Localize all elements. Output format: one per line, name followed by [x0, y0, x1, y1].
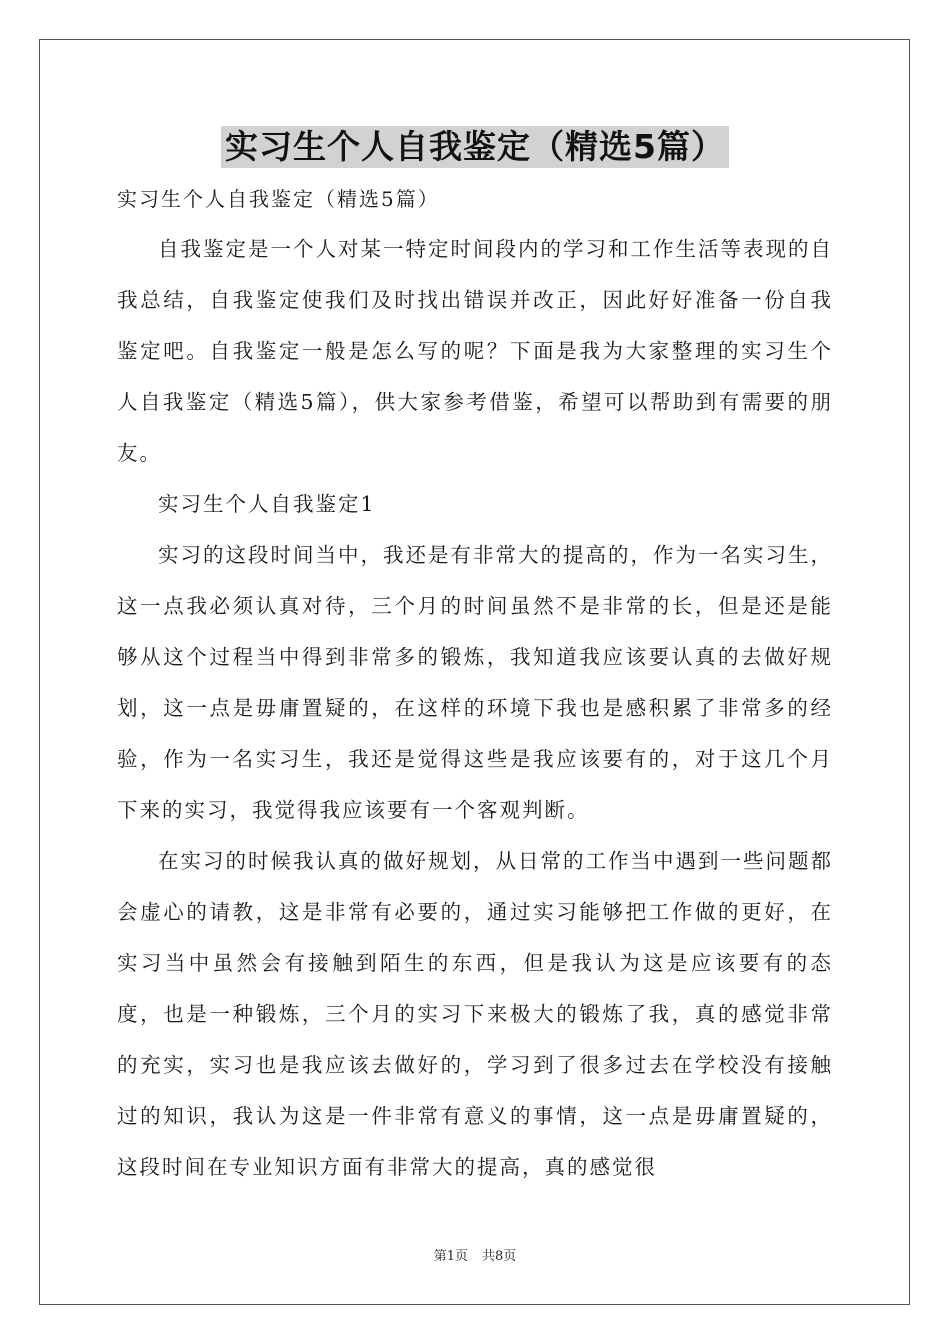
document-subtitle: 实习生个人自我鉴定（精选5篇） [117, 187, 440, 211]
page-total: 共8页 [482, 1249, 517, 1264]
page-number: 第1页 [433, 1249, 468, 1264]
document-title: 实习生个人自我鉴定（精选5篇） [221, 126, 729, 168]
title-container [0, 126, 950, 168]
body-paragraph-2: 在实习的时候我认真的做好规划，从日常的工作当中遇到一些问题都会虚心的请教，这是非常有必要的，通过实习能够把工作做的更好，在实习当中虽然会有接触到陌生的东西，但是我认为这是应该要有的态度，也是一种锻炼，三个月的实习下来极大的锻炼了我，真的感觉非常的充实，实习也是我应该去做好的，学习到了很多过去在学校没有接触过的知识，我认为这是一件非常有意义的事情，这一点是毋庸置疑的，这段时间在专业知识方面有非常大的提高，真的感觉很 [117, 849, 833, 1179]
intro-paragraph: 自我鉴定是一个人对某一特定时间段内的学习和工作生活等表现的自我总结，自我鉴定使我们及时找出错误并改正，因此好好准备一份自我鉴定吧。自我鉴定一般是怎么写的呢？下面是我为大家整理的实习生个人自我鉴定（精选5篇），供大家参考借鉴，希望可以帮助到有需要的朋友。 [117, 237, 833, 465]
section-heading: 实习生个人自我鉴定1 [158, 492, 376, 516]
body-paragraph-1: 实习的这段时间当中，我还是有非常大的提高的，作为一名实习生，这一点我必须认真对待，三个月的时间虽然不是非常的长，但是还是能够从这个过程当中得到非常多的锻炼，我知道我应该要认真的去做好规划，这一点是毋庸置疑的，在这样的环境下我也是感积累了非常多的经验，作为一名实习生，我还是觉得这些是我应该要有的，对于这几个月下来的实习，我觉得我应该要有一个客观判断。 [117, 543, 833, 822]
page-footer [0, 1248, 950, 1266]
document-body [117, 174, 833, 1193]
